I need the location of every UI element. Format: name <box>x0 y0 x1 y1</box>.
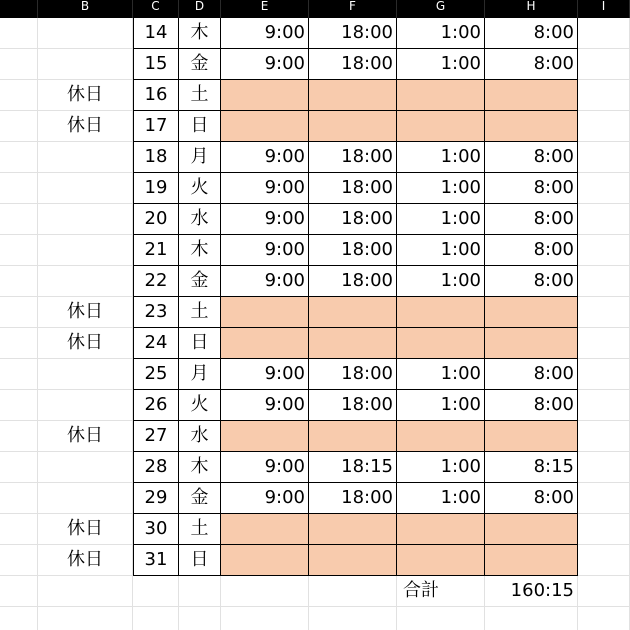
cell-a[interactable] <box>0 421 38 452</box>
cell-grid <box>0 18 630 630</box>
table-row <box>0 452 630 483</box>
start-time-cell[interactable]: 9:00 <box>221 18 309 49</box>
empty-cell[interactable] <box>485 607 578 630</box>
cell-i[interactable] <box>578 483 630 514</box>
column-header-c[interactable]: C <box>133 0 179 18</box>
cell-i[interactable] <box>578 49 630 80</box>
cell-i[interactable] <box>578 328 630 359</box>
break-time-cell[interactable]: 1:00 <box>397 18 485 49</box>
cell-i[interactable] <box>578 111 630 142</box>
holiday-label-cell[interactable]: 休日 <box>38 421 133 452</box>
table-row <box>0 18 630 49</box>
cell-i[interactable] <box>578 173 630 204</box>
work-hours-cell[interactable]: 8:00 <box>485 390 578 421</box>
break-time-cell[interactable]: 1:00 <box>397 266 485 297</box>
end-time-cell[interactable]: 18:00 <box>309 49 397 80</box>
cell-f[interactable] <box>309 576 397 607</box>
end-time-cell[interactable] <box>309 545 397 576</box>
total-label-cell[interactable]: 合計 <box>397 576 485 607</box>
date-cell[interactable]: 26 <box>133 390 179 421</box>
end-time-cell[interactable]: 18:00 <box>309 173 397 204</box>
work-hours-cell[interactable]: 8:00 <box>485 49 578 80</box>
start-time-cell[interactable] <box>221 328 309 359</box>
start-time-cell[interactable] <box>221 297 309 328</box>
end-time-cell[interactable]: 18:15 <box>309 452 397 483</box>
date-cell[interactable]: 19 <box>133 173 179 204</box>
holiday-label-cell[interactable] <box>38 266 133 297</box>
break-time-cell[interactable] <box>397 421 485 452</box>
start-time-cell[interactable]: 9:00 <box>221 266 309 297</box>
cell-a[interactable] <box>0 18 38 49</box>
end-time-cell[interactable]: 18:00 <box>309 359 397 390</box>
cell-i[interactable] <box>578 204 630 235</box>
holiday-label-cell[interactable]: 休日 <box>38 328 133 359</box>
empty-cell[interactable] <box>397 607 485 630</box>
cell-i[interactable] <box>578 452 630 483</box>
work-hours-cell[interactable] <box>485 297 578 328</box>
table-row <box>0 297 630 328</box>
break-time-cell[interactable]: 1:00 <box>397 49 485 80</box>
date-cell[interactable]: 22 <box>133 266 179 297</box>
weekday-cell[interactable]: 金 <box>179 49 221 80</box>
break-time-cell[interactable]: 1:00 <box>397 173 485 204</box>
end-time-cell[interactable] <box>309 514 397 545</box>
date-cell[interactable]: 24 <box>133 328 179 359</box>
start-time-cell[interactable]: 9:00 <box>221 173 309 204</box>
cell-i[interactable] <box>578 266 630 297</box>
weekday-cell[interactable]: 土 <box>179 297 221 328</box>
weekday-cell[interactable]: 木 <box>179 235 221 266</box>
start-time-cell[interactable] <box>221 545 309 576</box>
holiday-label-cell[interactable]: 休日 <box>38 297 133 328</box>
cell-i[interactable] <box>578 297 630 328</box>
cell-a[interactable] <box>0 111 38 142</box>
table-row <box>0 359 630 390</box>
holiday-label-cell[interactable] <box>38 359 133 390</box>
cell-i[interactable] <box>578 235 630 266</box>
cell-a[interactable] <box>0 576 38 607</box>
holiday-label-cell[interactable]: 休日 <box>38 111 133 142</box>
holiday-label-cell[interactable] <box>38 173 133 204</box>
column-header-d[interactable]: D <box>179 0 221 18</box>
weekday-cell[interactable]: 土 <box>179 514 221 545</box>
date-cell[interactable]: 18 <box>133 142 179 173</box>
weekday-cell[interactable]: 水 <box>179 421 221 452</box>
column-header-f[interactable]: F <box>309 0 397 18</box>
start-time-cell[interactable] <box>221 111 309 142</box>
break-time-cell[interactable]: 1:00 <box>397 390 485 421</box>
end-time-cell[interactable] <box>309 328 397 359</box>
column-header-b[interactable]: B <box>38 0 133 18</box>
work-hours-cell[interactable]: 8:00 <box>485 204 578 235</box>
holiday-label-cell[interactable] <box>38 483 133 514</box>
holiday-label-cell[interactable] <box>38 452 133 483</box>
start-time-cell[interactable]: 9:00 <box>221 235 309 266</box>
cell-c[interactable] <box>133 576 179 607</box>
table-row <box>0 328 630 359</box>
holiday-label-cell[interactable]: 休日 <box>38 514 133 545</box>
weekday-cell[interactable]: 土 <box>179 80 221 111</box>
empty-cell[interactable] <box>309 607 397 630</box>
table-row <box>0 421 630 452</box>
end-time-cell[interactable]: 18:00 <box>309 204 397 235</box>
holiday-label-cell[interactable] <box>38 235 133 266</box>
end-time-cell[interactable]: 18:00 <box>309 142 397 173</box>
break-time-cell[interactable]: 1:00 <box>397 452 485 483</box>
cell-a[interactable] <box>0 514 38 545</box>
start-time-cell[interactable]: 9:00 <box>221 142 309 173</box>
column-header-i[interactable]: I <box>578 0 630 18</box>
cell-a[interactable] <box>0 235 38 266</box>
start-time-cell[interactable]: 9:00 <box>221 359 309 390</box>
weekday-cell[interactable]: 日 <box>179 328 221 359</box>
cell-i[interactable] <box>578 576 630 607</box>
end-time-cell[interactable]: 18:00 <box>309 235 397 266</box>
start-time-cell[interactable]: 9:00 <box>221 483 309 514</box>
cell-i[interactable] <box>578 142 630 173</box>
empty-cell[interactable] <box>578 607 630 630</box>
date-cell[interactable]: 27 <box>133 421 179 452</box>
weekday-cell[interactable]: 金 <box>179 266 221 297</box>
start-time-cell[interactable] <box>221 514 309 545</box>
cell-a[interactable] <box>0 204 38 235</box>
cell-a[interactable] <box>0 266 38 297</box>
date-cell[interactable]: 29 <box>133 483 179 514</box>
cell-i[interactable] <box>578 545 630 576</box>
end-time-cell[interactable]: 18:00 <box>309 18 397 49</box>
end-time-cell[interactable] <box>309 297 397 328</box>
break-time-cell[interactable]: 1:00 <box>397 204 485 235</box>
cell-i[interactable] <box>578 514 630 545</box>
cell-a[interactable] <box>0 173 38 204</box>
break-time-cell[interactable] <box>397 297 485 328</box>
work-hours-cell[interactable]: 8:00 <box>485 266 578 297</box>
weekday-cell[interactable]: 水 <box>179 204 221 235</box>
column-header-bar <box>0 0 630 18</box>
date-cell[interactable]: 20 <box>133 204 179 235</box>
work-hours-cell[interactable]: 8:15 <box>485 452 578 483</box>
table-row <box>0 266 630 297</box>
work-hours-cell[interactable]: 8:00 <box>485 173 578 204</box>
end-time-cell[interactable] <box>309 111 397 142</box>
table-row <box>0 607 630 630</box>
cell-a[interactable] <box>0 545 38 576</box>
table-row <box>0 514 630 545</box>
empty-cell[interactable] <box>38 607 133 630</box>
date-cell[interactable]: 17 <box>133 111 179 142</box>
date-cell[interactable]: 25 <box>133 359 179 390</box>
weekday-cell[interactable]: 木 <box>179 452 221 483</box>
start-time-cell[interactable]: 9:00 <box>221 49 309 80</box>
cell-i[interactable] <box>578 80 630 111</box>
empty-cell[interactable] <box>179 607 221 630</box>
table-row <box>0 483 630 514</box>
holiday-label-cell[interactable] <box>38 390 133 421</box>
start-time-cell[interactable]: 9:00 <box>221 452 309 483</box>
column-header-g[interactable]: G <box>397 0 485 18</box>
total-row <box>0 576 630 607</box>
table-row <box>0 111 630 142</box>
date-cell[interactable]: 21 <box>133 235 179 266</box>
weekday-cell[interactable]: 月 <box>179 359 221 390</box>
table-row <box>0 235 630 266</box>
cell-b[interactable] <box>38 576 133 607</box>
weekday-cell[interactable]: 火 <box>179 390 221 421</box>
work-hours-cell[interactable]: 8:00 <box>485 483 578 514</box>
end-time-cell[interactable]: 18:00 <box>309 483 397 514</box>
break-time-cell[interactable] <box>397 80 485 111</box>
start-time-cell[interactable] <box>221 80 309 111</box>
empty-cell[interactable] <box>221 607 309 630</box>
break-time-cell[interactable]: 1:00 <box>397 235 485 266</box>
column-header-h[interactable]: H <box>485 0 578 18</box>
weekday-cell[interactable]: 火 <box>179 173 221 204</box>
cell-d[interactable] <box>179 576 221 607</box>
break-time-cell[interactable]: 1:00 <box>397 359 485 390</box>
end-time-cell[interactable]: 18:00 <box>309 390 397 421</box>
cell-a[interactable] <box>0 297 38 328</box>
cell-e[interactable] <box>221 576 309 607</box>
break-time-cell[interactable] <box>397 514 485 545</box>
holiday-label-cell[interactable] <box>38 49 133 80</box>
end-time-cell[interactable] <box>309 421 397 452</box>
holiday-label-cell[interactable]: 休日 <box>38 80 133 111</box>
start-time-cell[interactable] <box>221 421 309 452</box>
weekday-cell[interactable]: 日 <box>179 545 221 576</box>
table-row <box>0 204 630 235</box>
table-row <box>0 390 630 421</box>
cell-a[interactable] <box>0 49 38 80</box>
empty-cell[interactable] <box>133 607 179 630</box>
break-time-cell[interactable] <box>397 545 485 576</box>
table-row <box>0 142 630 173</box>
date-cell[interactable]: 15 <box>133 49 179 80</box>
weekday-cell[interactable]: 金 <box>179 483 221 514</box>
table-row <box>0 173 630 204</box>
break-time-cell[interactable] <box>397 111 485 142</box>
date-cell[interactable]: 28 <box>133 452 179 483</box>
work-hours-cell[interactable] <box>485 80 578 111</box>
weekday-cell[interactable]: 月 <box>179 142 221 173</box>
break-time-cell[interactable]: 1:00 <box>397 142 485 173</box>
cell-a[interactable] <box>0 359 38 390</box>
work-hours-cell[interactable] <box>485 328 578 359</box>
date-cell[interactable]: 30 <box>133 514 179 545</box>
cell-i[interactable] <box>578 390 630 421</box>
start-time-cell[interactable]: 9:00 <box>221 390 309 421</box>
cell-a[interactable] <box>0 483 38 514</box>
cell-a[interactable] <box>0 390 38 421</box>
holiday-label-cell[interactable] <box>38 142 133 173</box>
table-row <box>0 49 630 80</box>
holiday-label-cell[interactable] <box>38 204 133 235</box>
work-hours-cell[interactable]: 8:00 <box>485 235 578 266</box>
work-hours-cell[interactable]: 8:00 <box>485 142 578 173</box>
start-time-cell[interactable]: 9:00 <box>221 204 309 235</box>
date-cell[interactable]: 31 <box>133 545 179 576</box>
cell-i[interactable] <box>578 18 630 49</box>
cell-a[interactable] <box>0 328 38 359</box>
total-value-cell[interactable]: 160:15 <box>485 576 578 607</box>
cell-i[interactable] <box>578 359 630 390</box>
date-cell[interactable]: 23 <box>133 297 179 328</box>
table-row <box>0 545 630 576</box>
cell-a[interactable] <box>0 452 38 483</box>
date-cell[interactable]: 16 <box>133 80 179 111</box>
date-cell[interactable]: 14 <box>133 18 179 49</box>
end-time-cell[interactable]: 18:00 <box>309 266 397 297</box>
holiday-label-cell[interactable] <box>38 18 133 49</box>
break-time-cell[interactable] <box>397 328 485 359</box>
column-header-e[interactable]: E <box>221 0 309 18</box>
table-row <box>0 80 630 111</box>
break-time-cell[interactable]: 1:00 <box>397 483 485 514</box>
work-hours-cell[interactable]: 8:00 <box>485 18 578 49</box>
work-hours-cell[interactable] <box>485 421 578 452</box>
holiday-label-cell[interactable]: 休日 <box>38 545 133 576</box>
column-header-a[interactable] <box>0 0 38 18</box>
end-time-cell[interactable] <box>309 80 397 111</box>
work-hours-cell[interactable] <box>485 111 578 142</box>
weekday-cell[interactable]: 木 <box>179 18 221 49</box>
weekday-cell[interactable]: 日 <box>179 111 221 142</box>
work-hours-cell[interactable] <box>485 514 578 545</box>
cell-a[interactable] <box>0 142 38 173</box>
empty-cell[interactable] <box>0 607 38 630</box>
work-hours-cell[interactable]: 8:00 <box>485 359 578 390</box>
work-hours-cell[interactable] <box>485 545 578 576</box>
cell-i[interactable] <box>578 421 630 452</box>
cell-a[interactable] <box>0 80 38 111</box>
